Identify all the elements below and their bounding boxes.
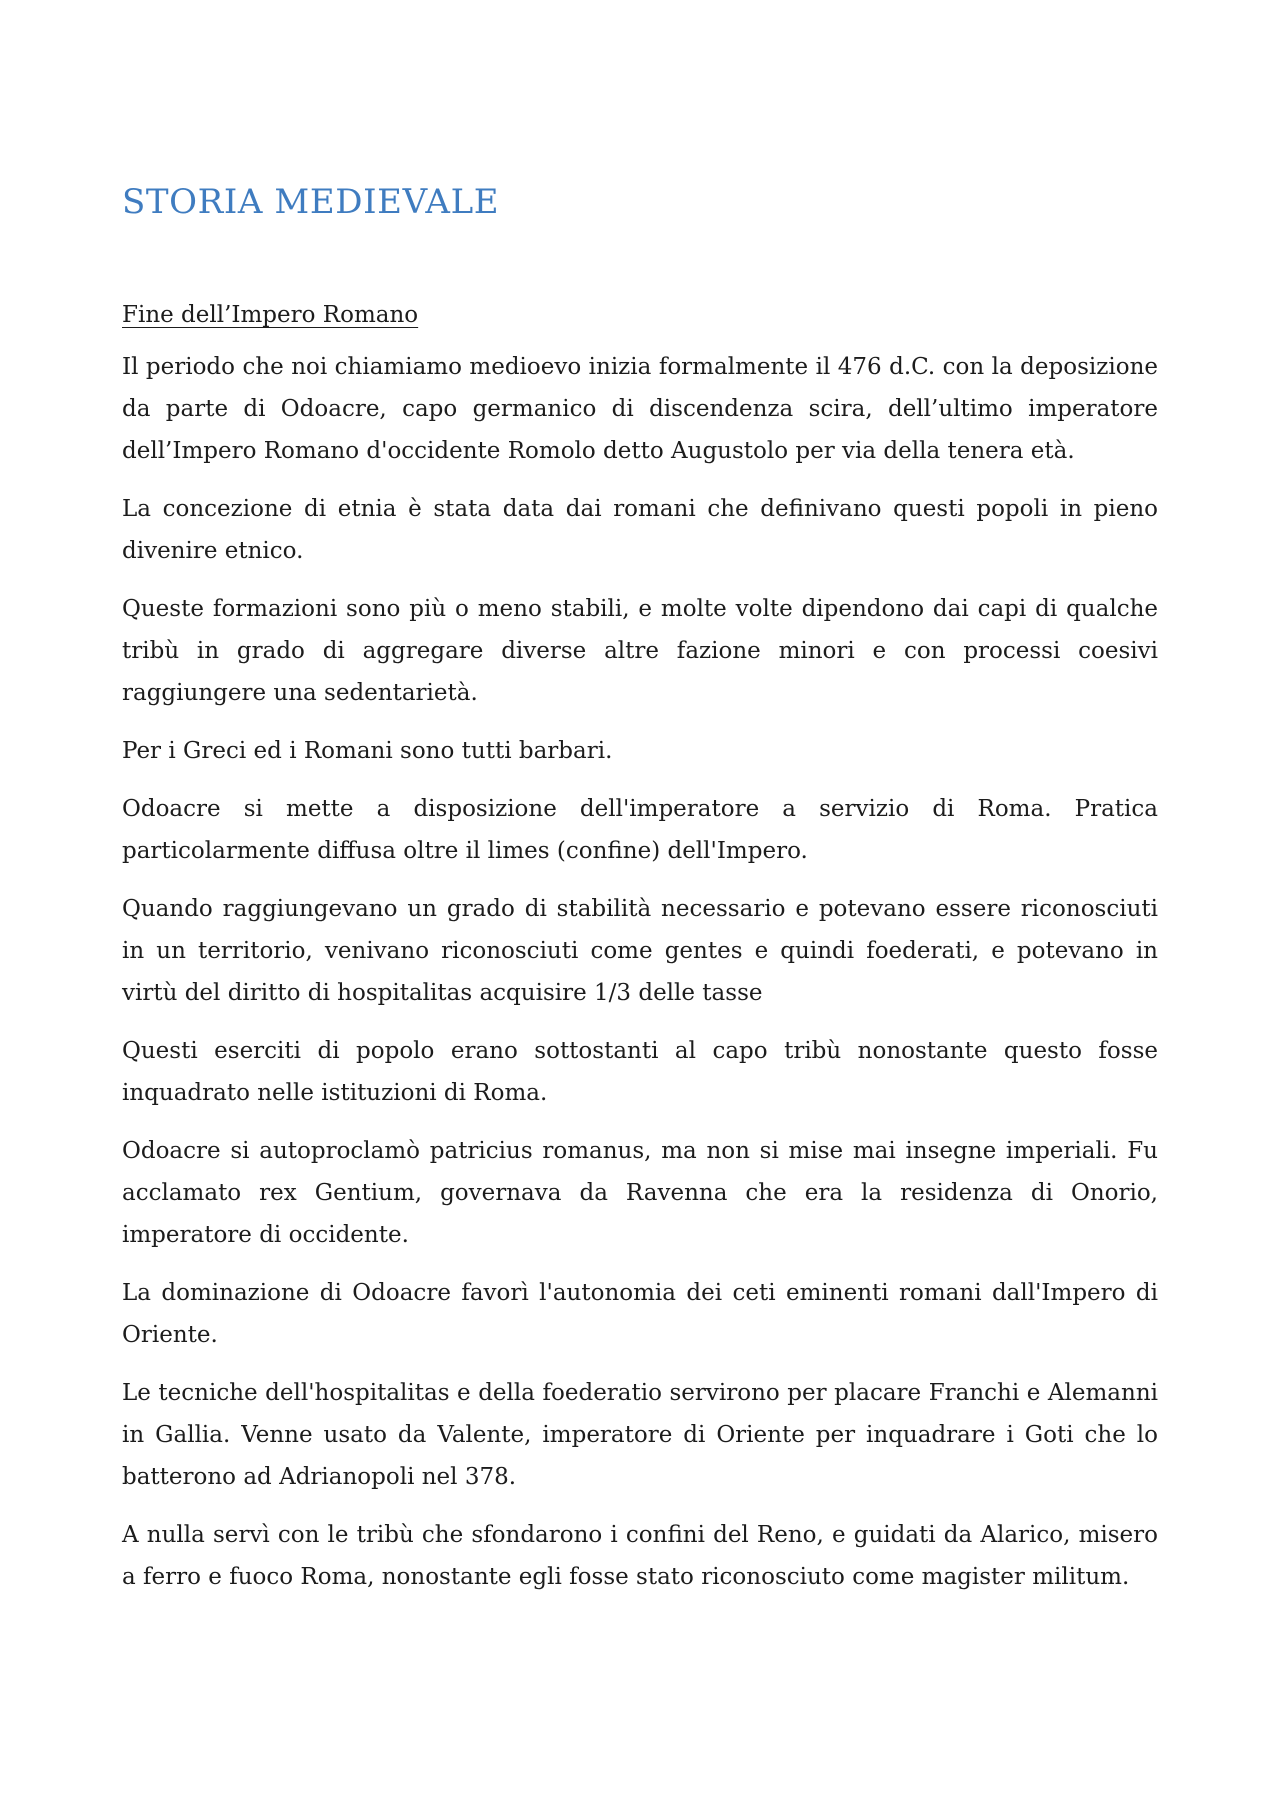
paragraph-11: A nulla servì con le tribù che sfondarono i confini del Reno, e guidati da Alarico, misero a ferro e fuoco Roma, nonostante egli fosse stato riconosciuto come magister militum. [122,1522,1158,1590]
paragraph-7: Questi eserciti di popolo erano sottostanti al capo tribù nonostante questo fosse inquadrato nelle istituzioni di Roma. [122,1038,1158,1106]
paragraph-6: Quando raggiungevano un grado di stabilità necessario e potevano essere riconosciuti in un territorio, venivano riconosciuti come gentes e quindi foederati, e potevano in virtù del diritto di hospitalitas acquisire 1/3 delle tasse [122,896,1158,1006]
section-heading: Fine dell’Impero Romano [122,302,419,328]
paragraph-9: La dominazione di Odoacre favorì l'autonomia dei ceti eminenti romani dall'Impero di Oriente. [122,1280,1158,1348]
paragraph-1: Il periodo che noi chiamiamo medioevo inizia formalmente il 476 d.C. con la deposizione da parte di Odoacre, capo germanico di discendenza scira, dell’ultimo imperatore dell’Impero Romano d'occidente Romolo detto Augustolo per via della tenera età. [122,354,1158,464]
paragraph-4: Per i Greci ed i Romani sono tutti barbari. [122,738,613,764]
paragraph-10: Le tecniche dell'hospitalitas e della foederatio servirono per placare Franchi e Alemanni in Gallia. Venne usato da Valente, imperatore di Oriente per inquadrare i Goti che lo batterono ad Adrianopoli nel 378. [122,1380,1158,1490]
document-title: STORIA MEDIEVALE [122,182,500,222]
paragraph-5: Odoacre si mette a disposizione dell'imperatore a servizio di Roma. Pratica particolarmente diffusa oltre il limes (confine) dell'Impero. [122,796,1158,864]
paragraph-3: Queste formazioni sono più o meno stabili, e molte volte dipendono dai capi di qualche tribù in grado di aggregare diverse altre fazione minori e con processi coesivi raggiungere una sedentarietà. [122,596,1158,706]
document-body [122,178,1158,1598]
paragraph-8: Odoacre si autoproclamò patricius romanus, ma non si mise mai insegne imperiali. Fu acclamato rex Gentium, governava da Ravenna che era la residenza di Onorio, imperatore di occidente. [122,1138,1158,1248]
paragraph-2: La concezione di etnia è stata data dai romani che definivano questi popoli in pieno divenire etnico. [122,496,1158,564]
